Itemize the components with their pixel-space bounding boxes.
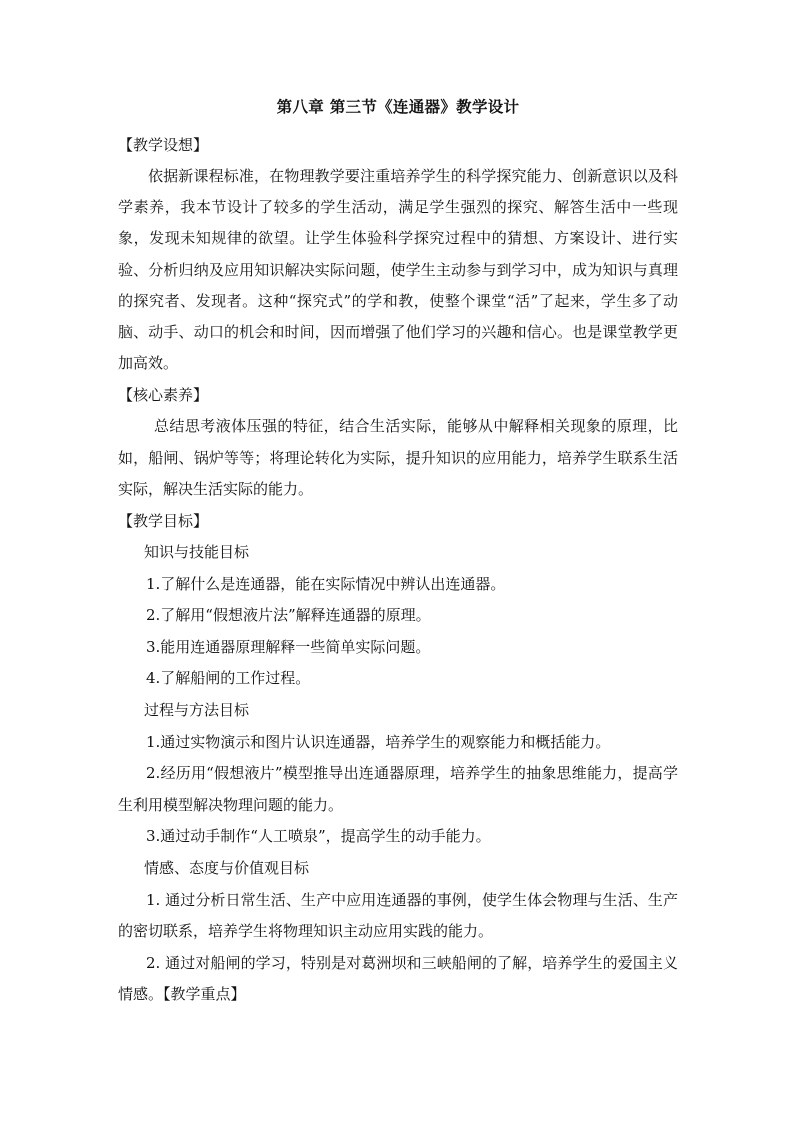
section-heading-core: 【核心素养】 (118, 386, 209, 405)
attitude-goal-item: 2. 通过对船闸的学习，特别是对葛洲坝和三峡船闸的了解，培养学生的爱国主义情感。【教学重点】 (118, 953, 678, 1004)
knowledge-goals-label: 知识与技能目标 (144, 543, 250, 562)
knowledge-goal-item: 1.了解什么是连通器，能在实际情况中辨认出连通器。 (146, 574, 506, 593)
knowledge-goal-item: 3.能用连通器原理解释一些简单实际问题。 (146, 637, 431, 656)
attitude-goal-item: 1. 通过分析日常生活、生产中应用连通器的事例，使学生体会物理与生活、生产的密切联系，培养学生将物理知识主动应用实践的能力。 (118, 890, 678, 941)
knowledge-goal-item: 4.了解船闸的工作过程。 (146, 669, 311, 688)
idea-paragraph: 依据新课程标准，在物理教学要注重培养学生的科学探究能力、创新意识以及科学素养，我本节设计了较多的学生活动，满足学生强烈的探究、解答生活中一些现象，发现未知规律的欲望。让学生体验科学探究过程中的猜想、方案设计、进行实验、分析归纳及应用知识解决实际问题，使学生主动参与到学习中，成为知识与真理的探究者、发现者。这种“探究式”的学和教，使整个课堂“活”了起来，学生多了动脑、动手、动口的机会和时间，因而增强了他们学习的兴趣和信心。也是课堂教学更加高效。 (118, 167, 678, 373)
attitude-goals-label: 情感、态度与价值观目标 (144, 858, 310, 877)
process-goal-item: 1.通过实物演示和图片认识连通器，培养学生的观察能力和概括能力。 (146, 732, 611, 751)
section-heading-goals: 【教学目标】 (118, 512, 209, 531)
section-heading-idea: 【教学设想】 (118, 136, 209, 154)
document-title: 第八章 第三节《连通器》教学设计 (276, 97, 520, 116)
core-paragraph: 总结思考液体压强的特征，结合生活实际，能够从中解释相关现象的原理，比如，船闸、锅炉等等；将理论转化为实际，提升知识的应用能力，培养学生联系生活实际，解决生活实际的能力。 (118, 417, 678, 498)
process-goal-item: 3.通过动手制作“人工喷泉”，提高学生的动手能力。 (146, 827, 491, 846)
process-goals-label: 过程与方法目标 (144, 701, 250, 719)
process-goal-item: 2.经历用“假想液片”模型推导出连通器原理，培养学生的抽象思维能力，提高学生利用模型解决物理问题的能力。 (118, 764, 678, 814)
knowledge-goal-item: 2.了解用“假想液片法”解释连通器的原理。 (146, 606, 431, 625)
document-page (118, 96, 678, 1011)
